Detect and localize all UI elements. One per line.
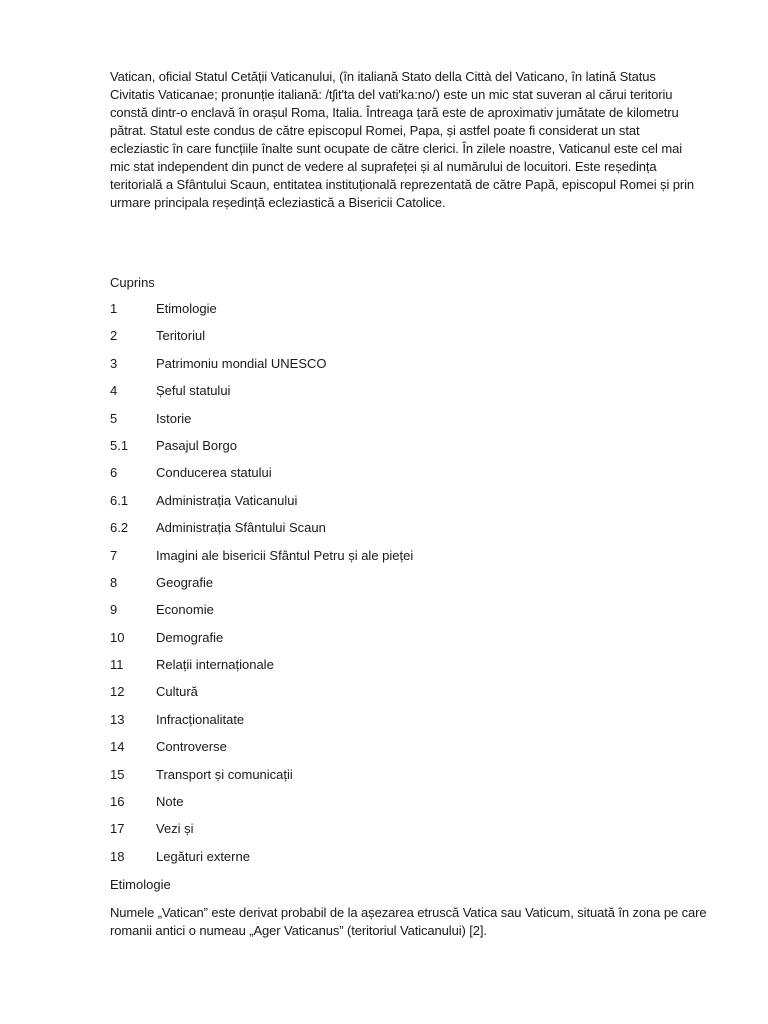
toc-item xyxy=(110,766,700,793)
toc-item-number: 6.1 xyxy=(110,492,129,508)
toc-item xyxy=(110,656,700,683)
toc-item-label: Administrația Vaticanului xyxy=(156,492,298,508)
toc-item-label: Demografie xyxy=(156,629,224,645)
intro-paragraph: Vatican, oficial Statul Cetății Vaticanului, (în italiană Stato della Città del Vaticano, în latină Status Civitatis Vaticanae; pronunție italiană: /tʃit'ta del vati'ka:no/) este un mic stat suveran al cărui teritoriu constă dintr-o enclavă în orașul Roma, Italia. Întreaga țară este de aproximativ jumătate de kilometru pătrat. Statul este condus de către episcopul Romei, Papa, și astfel poate fi considerat un stat eclezia‌stic în care funcțiile înalte sunt ocupate de către clerici. În zilele noastre, Vaticanul este cel mai mic stat independent din punct de vedere al suprafeței și al numărului de locuitori. Este reședința teritorială a Sfântului Scaun, entitatea instituțională reprezentată de către Papă, episcopul Romei și prin urmare principala reședință ecleziastică a Bisericii Catolice. xyxy=(110,69,695,210)
toc-item-label: Șeful statului xyxy=(156,383,231,399)
section-heading: Etimologie xyxy=(110,877,171,892)
toc-item-number: 2 xyxy=(110,328,118,344)
toc-item xyxy=(110,410,700,437)
toc-item-label: Teritoriul xyxy=(156,328,206,344)
toc-item-number: 4 xyxy=(110,383,118,399)
toc-item xyxy=(110,820,700,847)
toc-item xyxy=(110,629,700,656)
toc-item xyxy=(110,683,700,710)
toc-item-number: 12 xyxy=(110,684,125,700)
toc-item-label: Transport și comunicații xyxy=(156,766,293,782)
document-page xyxy=(110,68,707,938)
toc-item-label: Relații internaționale xyxy=(156,657,274,673)
toc-item-number: 17 xyxy=(110,821,125,837)
toc-item-number: 15 xyxy=(110,766,125,782)
toc-item xyxy=(110,300,700,327)
toc-heading: Cuprins xyxy=(110,275,155,290)
toc-item xyxy=(110,464,700,491)
toc-item-number: 6 xyxy=(110,465,118,481)
toc-item-label: Conducerea statului xyxy=(156,465,272,481)
table-of-contents xyxy=(110,300,700,875)
toc-item-label: Vezi și xyxy=(156,821,194,837)
toc-item-number: 8 xyxy=(110,574,118,590)
toc-item xyxy=(110,574,700,601)
toc-item-number: 6.2 xyxy=(110,520,129,536)
toc-item xyxy=(110,437,700,464)
toc-item xyxy=(110,738,700,765)
toc-item xyxy=(110,547,700,574)
toc-item xyxy=(110,492,700,519)
toc-item-number: 5 xyxy=(110,410,118,426)
toc-item-number: 1 xyxy=(110,301,118,316)
section-paragraph: Numele „Vatican” este derivat probabil de la așezarea etruscă Vatica sau Vaticum, situată în zona pe care romanii antici o numeau „Ager Vaticanus” (teritoriul Vaticanului) [2]. xyxy=(110,905,707,938)
toc-item-number: 16 xyxy=(110,794,125,810)
toc-item-label: Patrimoniu mondial UNESCO xyxy=(156,355,327,371)
toc-item xyxy=(110,355,700,382)
toc-item xyxy=(110,382,700,409)
toc-item-label: Imagini ale bisericii Sfântul Petru și ale pieței xyxy=(156,547,414,563)
toc-item xyxy=(110,793,700,820)
toc-item xyxy=(110,848,700,875)
toc-item xyxy=(110,711,700,738)
toc-item-number: 7 xyxy=(110,547,118,563)
toc-item-label: Geografie xyxy=(156,574,214,590)
toc-item-label: Economie xyxy=(156,602,214,618)
toc-item-number: 11 xyxy=(110,657,124,673)
toc-item xyxy=(110,327,700,354)
toc-item-number: 5.1 xyxy=(110,437,129,453)
toc-item-label: Legături externe xyxy=(156,848,250,864)
toc-item-label: Pasajul Borgo xyxy=(156,437,237,453)
toc-item-number: 18 xyxy=(110,848,125,864)
toc-item xyxy=(110,601,700,628)
toc-item-number: 10 xyxy=(110,629,125,645)
toc-item-label: Infracționalitate xyxy=(156,711,245,727)
toc-item-label: Controverse xyxy=(156,739,227,755)
toc-item-label: Etimologie xyxy=(156,301,217,316)
toc-item-label: Cultură xyxy=(156,684,198,700)
toc-item-number: 3 xyxy=(110,355,118,371)
toc-item-number: 13 xyxy=(110,711,125,727)
toc-item-label: Note xyxy=(156,794,184,810)
toc-item-label: Administrația Sfântului Scaun xyxy=(156,520,326,536)
toc-item-number: 14 xyxy=(110,739,125,755)
toc-item xyxy=(110,519,700,546)
toc-item-label: Istorie xyxy=(156,410,192,426)
toc-item-number: 9 xyxy=(110,602,118,618)
